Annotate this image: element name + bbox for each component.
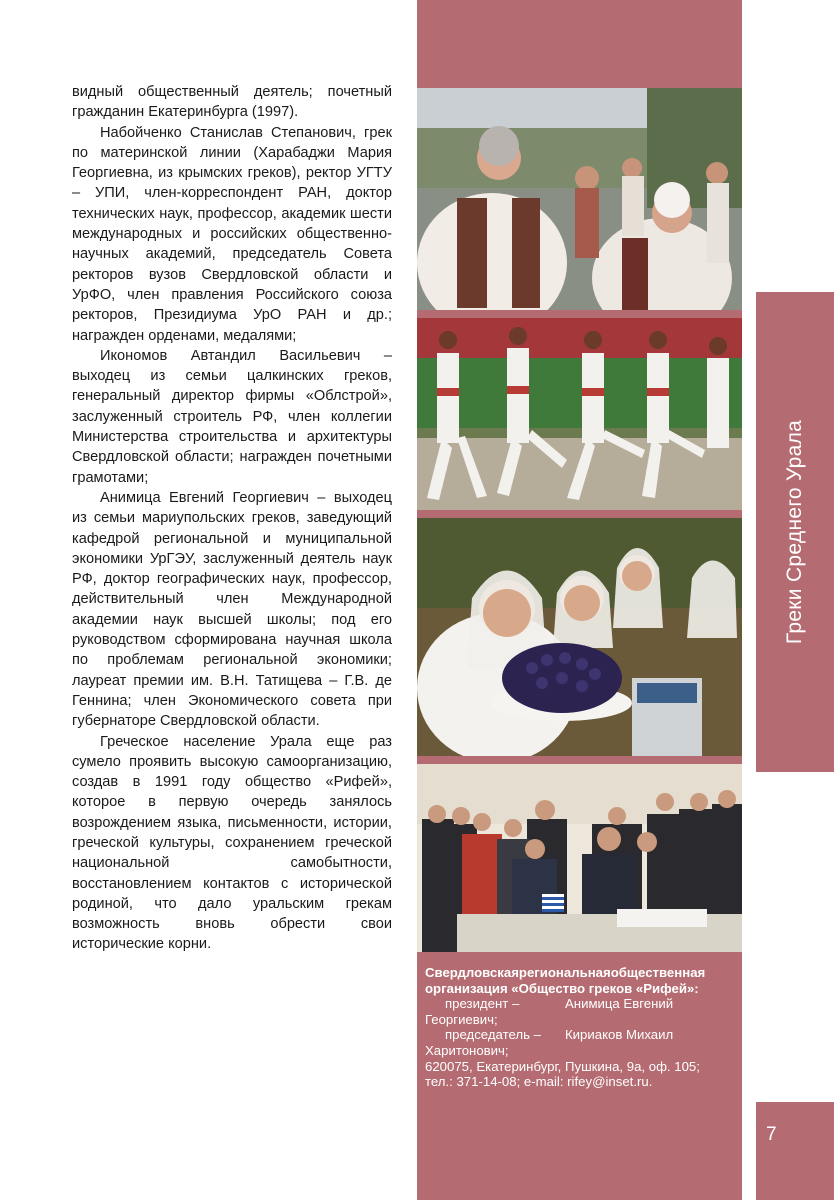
paragraph: Греческое население Урала еще раз сумело проявить высокую самоорганизацию, создав в 1991 году общество «Рифей», которое в первую очередь занялось возрождением языка, письменности, истории, греческой культуры, сохранением греческой национальной самобытности, восстановлением контактов с исторической родиной, что дало уральским грекам возможность вновь обрести свои исторические корни. [72, 733, 392, 953]
chair-name-cont: Харитонович; [425, 1042, 509, 1058]
president-label: президент – [445, 996, 520, 1012]
photo-dancers-stage [417, 318, 742, 510]
organization-caption [425, 965, 740, 1090]
chair-name: Кириаков Михаил [565, 1027, 674, 1043]
side-title-tab [756, 292, 834, 772]
paragraph: Анимица Евгений Георгиевич – выходец из семьи мариупольских греков, заведующий кафедрой региональной и муниципальной экономики УрГЭУ, заслуженный деятель наук РФ, доктор географических наук, профессор, действительный член Международной академии наук высшей школы; под его руководством сформирована научная школа по проблемам региональной экономики; лауреат премии им. В.Н. Татищева – Г.В. де Геннина; член Экономического совета при губернаторе Свердловской области. [72, 489, 392, 730]
caption-president-row [425, 996, 740, 1012]
president-name-cont: Георгиевич; [425, 1011, 498, 1027]
side-title: Греки Среднего Урала [783, 419, 806, 645]
caption-heading-line1: Свердловскаярегиональнаяобщественная [425, 965, 706, 980]
caption-heading-line2: организация «Общество греков «Рифей»: [425, 980, 699, 996]
paragraph: Набойченко Станислав Степанович, грек по материнской линии (Харабаджи Мария Георгиевна, из крымских греков), ректор УГТУ – УПИ, член-корреспондент РАН, доктор технических наук, профессор, академик шести международных и российских общественно-научных академий, председатель Совета ректоров вузов Свердловской области и УрФО, член правления Российского союза ректоров, Президиума УрО РАН и др.; награжден орденами, медалями; [72, 124, 392, 344]
page-number: 7 [766, 1124, 777, 1145]
caption-chair-row [425, 1027, 740, 1043]
photo-festival-procession [417, 88, 742, 310]
chair-label: председатель – [445, 1027, 541, 1043]
president-name: Анимица Евгений [565, 996, 674, 1012]
photo-group-meeting [417, 764, 742, 952]
body-text-column [72, 82, 392, 955]
photo-women-grapes [417, 518, 742, 756]
caption-contacts: тел.: 371-14-08; e-mail: rifey@inset.ru. [425, 1074, 653, 1090]
caption-address: 620075, Екатеринбург, Пушкина, 9а, оф. 105; [425, 1058, 700, 1074]
paragraph: видный общественный деятель; почетный гражданин Екатеринбурга (1997). [72, 84, 392, 121]
paragraph: Икономов Автандил Васильевич – выходец из семьи цалкинских греков, генеральный директор фирмы «Облстрой», заслуженный строитель РФ, член коллегии Министерства строительства и архитектуры Свердловской области; награжден почетными грамотами; [72, 347, 392, 486]
page-number-box [756, 1102, 834, 1200]
